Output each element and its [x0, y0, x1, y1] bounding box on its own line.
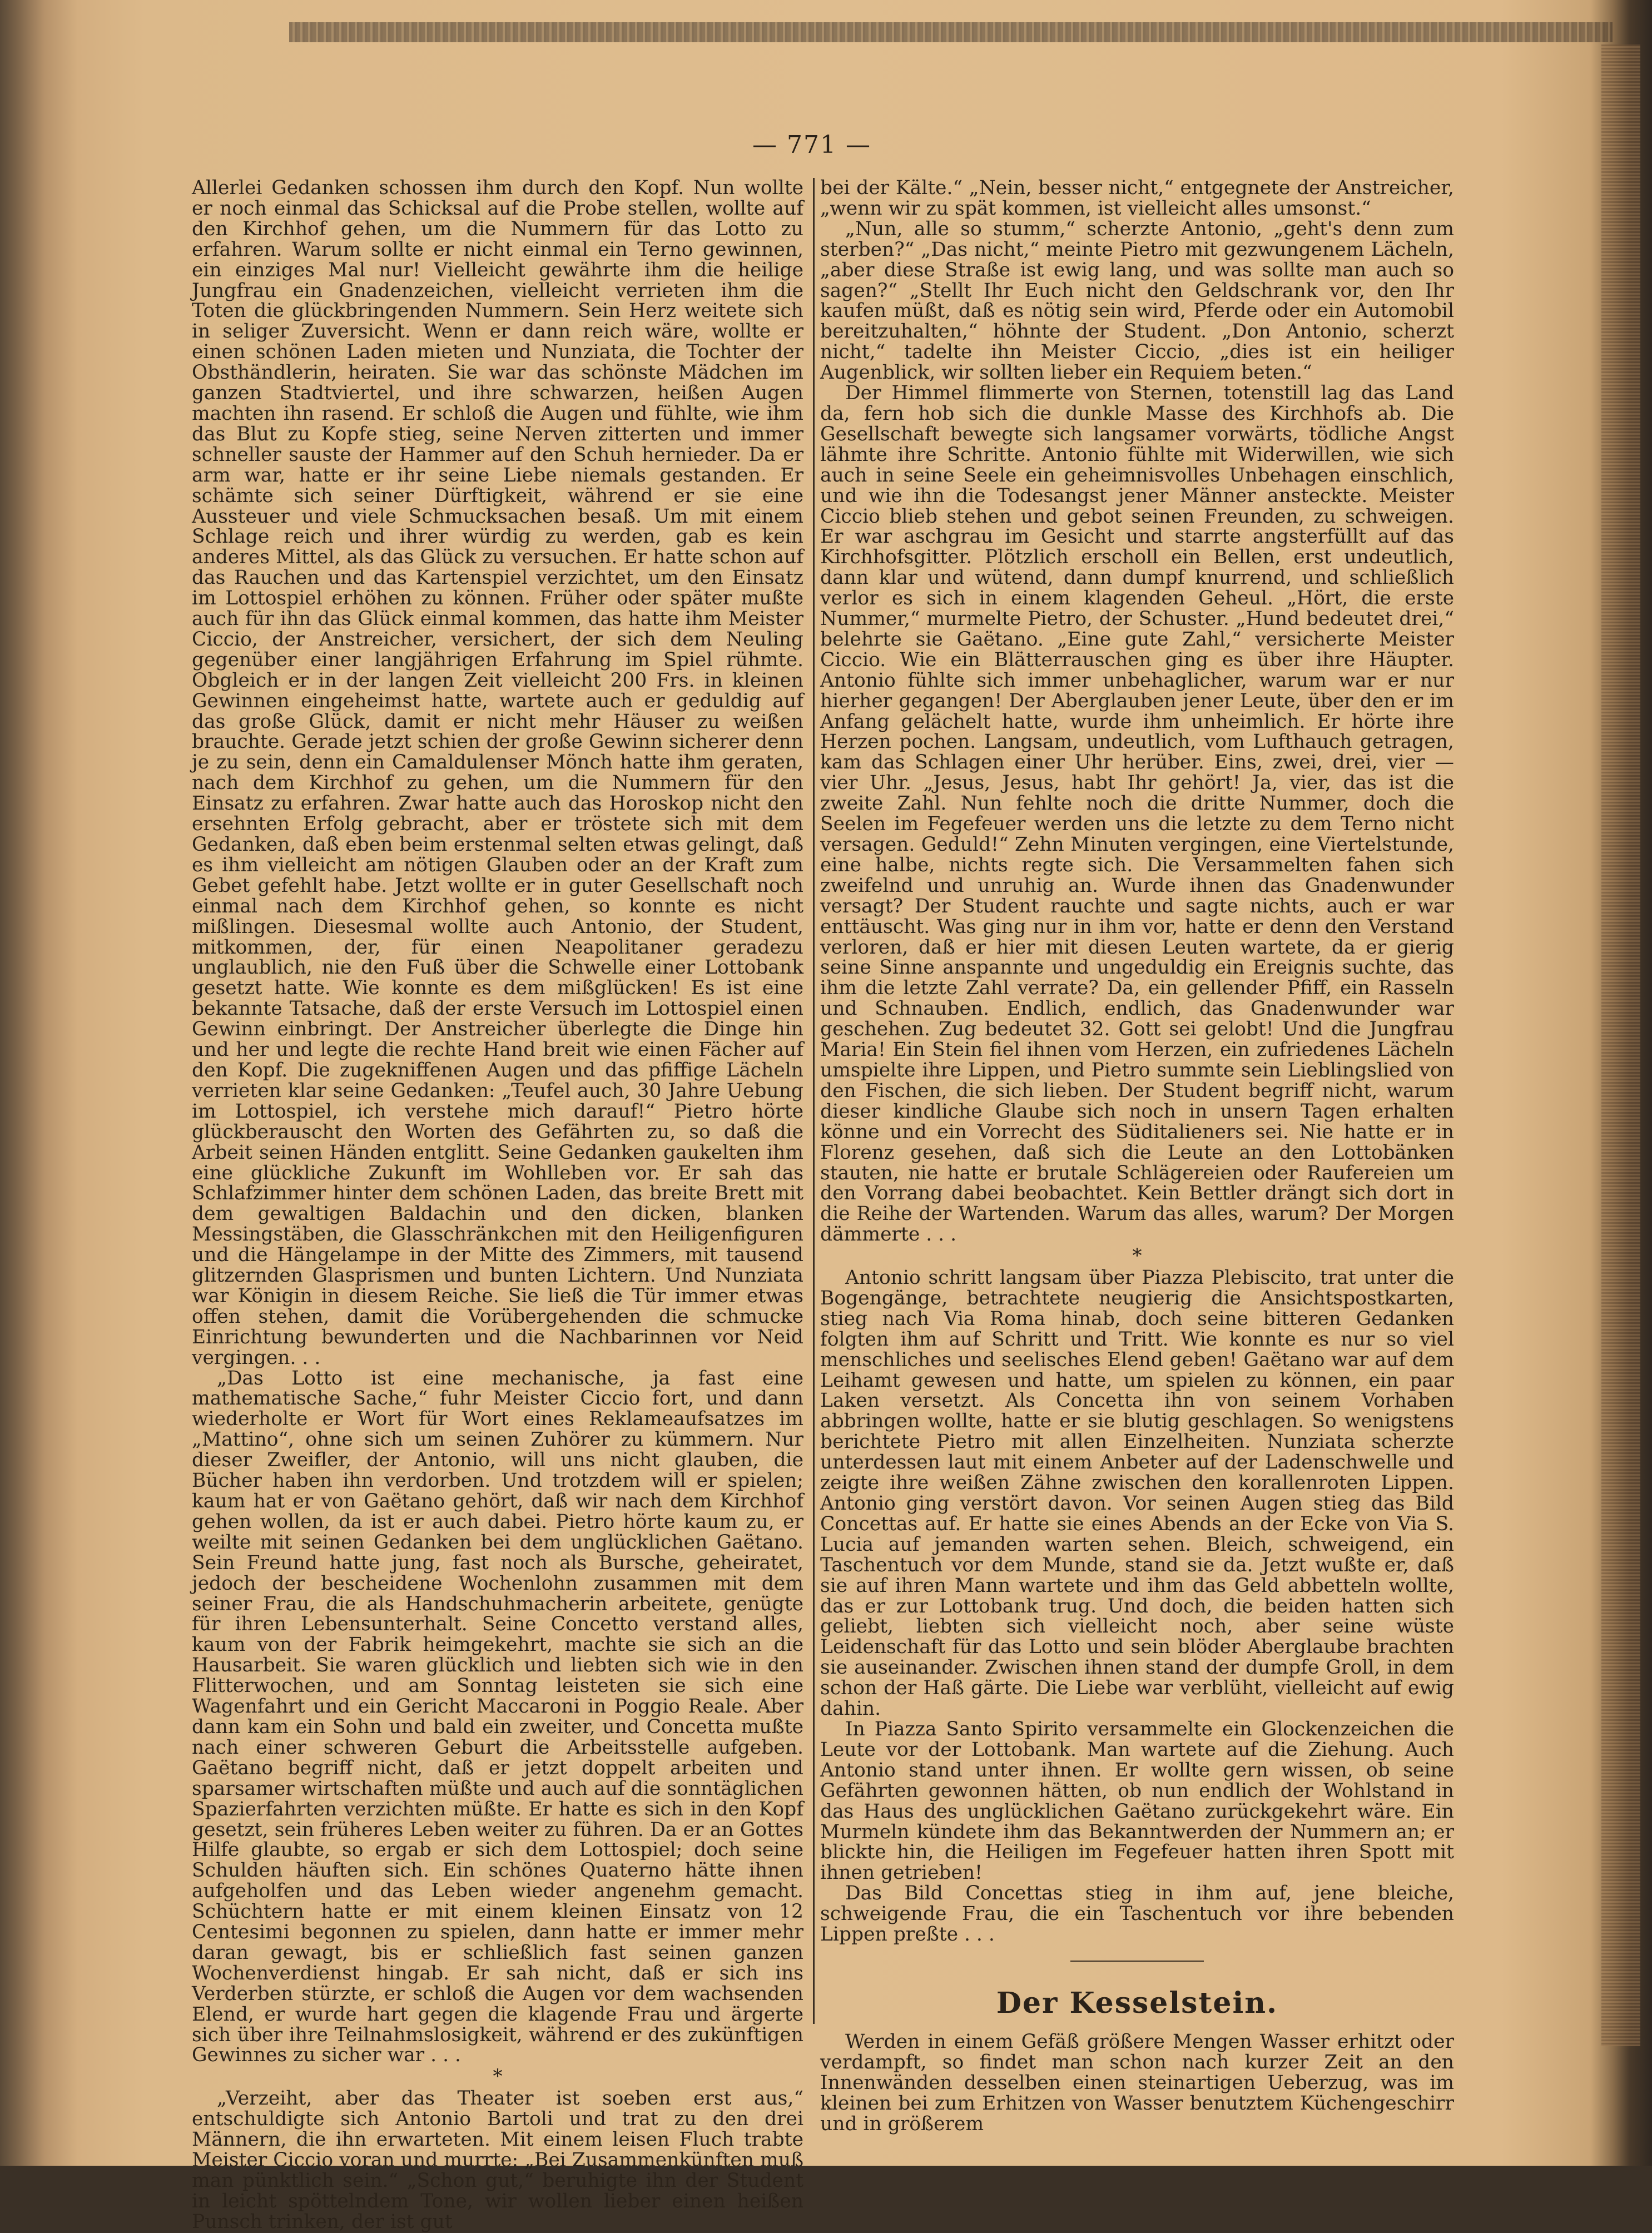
paragraph: „Verzeiht, aber das Theater ist soeben erst aus,“ entschuldigte sich Antonio Bartoli und trat zu den drei Männern, die ihn erwarteten. Mit einem leisen Fluch trabte Meister Ciccio voran und murrte: „Bei Zusammenkünften muß man pünktlich sein.“ „Schon gut,“ beruhigte ihn der Student in leicht spöttelndem Tone, wir wollen lieber einen heißen Punsch trinken, der ist gut	[192, 2087, 803, 2233]
paragraph: Das Bild Concettas stieg in ihm auf, jene bleiche, schweigende Frau, die ein Taschentuch vor ihre bebenden Lippen preßte . . .	[820, 1882, 1454, 1946]
book-edge-right	[1601, 44, 1640, 2046]
paragraph: Werden in einem Gefäß größere Mengen Wasser erhitzt oder verdampft, so findet man schon nach kurzer Zeit an den Innenwänden desselben einen steinartigen Ueberzug, was im kleinen bei zum Erhitzen von Wasser benutztem Küchengeschirr und in größerem	[820, 2030, 1454, 2135]
article-rule	[1070, 1961, 1204, 1962]
section-separator: *	[1132, 1245, 1142, 1268]
paragraph: „Das Lotto ist eine mechanische, ja fast eine mathematische Sache,“ fuhr Meister Ciccio fort, und dann wiederholte er Wort für Wort eines Reklameaufsatzes im „Mattino“, ohne sich um seinen Zuhörer zu kümmern. Nur dieser Zweifler, der Antonio, will uns nicht glauben, die Bücher haben ihn verdorben. Und trotzdem will er spielen; kaum hat er von Gaëtano gehört, daß wir nach dem Kirchhof gehen wollen, da ist er auch dabei. Pietro hörte kaum zu, er weilte mit seinen Gedanken bei dem unglücklichen Gaëtano. Sein Freund hatte jung, fast noch als Bursche, geheiratet, jedoch der bescheidene Wochenlohn zusammen mit dem seiner Frau, die als Handschuhmacherin arbeitete, genügte für ihren Lebensunterhalt. Seine Concetto verstand alles, kaum von der Fabrik heimgekehrt, machte sie sich an die Hausarbeit. Sie waren glücklich und liebten sich wie in den Flitterwochen, und am Sonntag leisteten sie sich eine Wagenfahrt und ein Gericht Maccaroni in Poggio Reale. Aber dann kam ein Sohn und bald ein zweiter, und Concetta mußte nach einer schweren Geburt die Arbeitsstelle aufgeben. Gaëtano begriff nicht, daß er jetzt doppelt arbeiten und sparsamer wirtschaften müßte und auch auf die sonntäglichen Spazierfahrten verzichten müßte. Er hatte es sich in den Kopf gesetzt, sein früheres Leben weiter zu führen. Da er an Gottes Hilfe glaubte, so ergab er sich dem Lottospiel; doch seine Schulden häuften sich. Ein schönes Quaterno hätte ihnen aufgeholfen und das Leben wieder angenehm gemacht. Schüchtern hatte er mit einem kleinen Einsatz von 12 Centesimi begonnen zu spielen, dann hatte er immer mehr daran gewagt, bis er schließlich fast seinen ganzen Wochenverdienst hingab. Er sah nicht, daß er sich ins Verderben stürzte, er schloß die Augen vor dem wachsenden Elend, er wurde hart gegen die klagende Frau und ärgerte sich über ihre Teilnahmslosigkeit, während er des zukünftigen Gewinnes zu sicher war . . .	[192, 1367, 803, 2067]
left-column	[192, 178, 803, 2232]
page-number: — 771 —	[752, 131, 871, 159]
column-divider	[813, 178, 815, 2024]
paragraph: In Piazza Santo Spirito versammelte ein Glockenzeichen die Leute vor der Lottobank. Man wartete auf die Ziehung. Auch Antonio stand unter ihnen. Er wollte gern wissen, ob seine Gefährten gewonnen hätten, ob nun endlich der Wohlstand in das Haus des unglücklichen Gaëtano zurückgekehrt wäre. Ein Murmeln kündete ihm das Bekanntwerden der Nummern an; er blickte hin, die Heiligen im Fegefeuer hatten ihren Spott mit ihnen getrieben!	[820, 1718, 1454, 1884]
article-headline: Der Kesselstein.	[996, 1986, 1278, 2020]
paragraph: bei der Kälte.“ „Nein, besser nicht,“ entgegnete der Anstreicher, „wenn wir zu spät kommen, ist vielleicht alles umsonst.“	[820, 177, 1454, 220]
book-edge-top	[289, 22, 1613, 42]
paragraph: Allerlei Gedanken schossen ihm durch den Kopf. Nun wollte er noch einmal das Schicksal auf die Probe stellen, wollte auf den Kirchhof gehen, um die Nummern für das Lotto zu erfahren. Warum sollte er nicht einmal ein Terno gewinnen, ein einziges Mal nur! Vielleicht gewährte ihm die heilige Jungfrau ein Gnadenzeichen, vielleicht verrieten ihm die Toten die glückbringenden Nummern. Sein Herz weitete sich in seliger Zuversicht. Wenn er dann reich wäre, wollte er einen schönen Laden mieten und Nunziata, die Tochter der Obsthändlerin, heiraten. Sie war das schönste Mädchen im ganzen Stadtviertel, und ihre schwarzen, heißen Augen machten ihn rasend. Er schloß die Augen und fühlte, wie ihm das Blut zu Kopfe stieg, seine Nerven zitterten und immer schneller sauste der Hammer auf den Schuh hernieder. Da er arm war, hatte er ihr seine Liebe niemals gestanden. Er schämte sich seiner Dürftigkeit, während er sie eine Aussteuer und viele Schmucksachen besaß. Um mit einem Schlage reich und ihrer würdig zu werden, gab es kein anderes Mittel, als das Glück zu versuchen. Er hatte schon auf das Rauchen und das Kartenspiel verzichtet, um den Einsatz im Lottospiel erhöhen zu können. Früher oder später mußte auch für ihn das Glück einmal kommen, das hatte ihm Meister Ciccio, der Anstreicher, versichert, der sich dem Neuling gegenüber einer langjährigen Erfahrung im Spiel rühmte. Obgleich er in der langen Zeit vielleicht 200 Frs. in kleinen Gewinnen eingeheimst hatte, wartete auch er geduldig auf das große Glück, damit er nicht mehr Häuser zu weißen brauchte. Gerade jetzt schien der große Gewinn sicherer denn je zu sein, denn ein Camaldulenser Mönch hatte ihm geraten, nach dem Kirchhof zu gehen, um die Nummern für den Einsatz zu erfahren. Zwar hatte auch das Horoskop nicht den ersehnten Erfolg gebracht, aber er tröstete sich mit dem Gedanken, daß eben beim erstenmal selten etwas gelingt, daß es ihm vielleicht am nötigen Glauben oder an der Kraft zum Gebet gefehlt habe. Jetzt wollte er in guter Gesellschaft noch einmal nach dem Kirchhof gehen, so konnte es nicht mißlingen. Diesesmal wollte auch Antonio, der Student, mitkommen, der, für einen Neapolitaner geradezu unglaublich, nie den Fuß über die Schwelle einer Lottobank gesetzt hatte. Wie konnte es dem mißglücken! Es ist eine bekannte Tatsache, daß der erste Versuch im Lottospiel einen Gewinn einbringt. Der Anstreicher überlegte die Dinge hin und her und legte die rechte Hand breit wie einen Fächer auf den Kopf. Die zugekniffenen Augen und das pfiffige Lächeln verrieten klar seine Gedanken: „Teufel auch, 30 Jahre Uebung im Lottospiel, ich verstehe mich darauf!“ Pietro hörte glückberauscht den Worten des Gefährten zu, so daß die Arbeit seinen Händen entglitt. Seine Gedanken gaukelten ihm eine glückliche Zukunft im Wohlleben vor. Er sah das Schlafzimmer hinter dem schönen Laden, das breite Brett mit dem gewaltigen Baldachin und den dicken, blanken Messingstäben, die Glasschränkchen mit den Heiligenfiguren und die Hängelampe in der Mitte des Zimmers, mit tausend glitzernden Glasprismen und bunten Lichtern. Und Nunziata war Königin in diesem Reiche. Sie ließ die Tür immer etwas offen stehen, damit die Vorübergehenden die schmucke Einrichtung bewunderten und die Nachbarinnen vor Neid vergingen. . .	[192, 177, 803, 1369]
paragraph: Der Himmel flimmerte von Sternen, totenstill lag das Land da, fern hob sich die dunkle Masse des Kirchhofs ab. Die Gesellschaft bewegte sich langsamer vorwärts, tödliche Angst lähmte ihre Schritte. Antonio fühlte mit Widerwillen, wie sich auch in seine Seele ein geheimnisvolles Unbehagen einschlich, und wie ihn die Todesangst jener Männer ansteckte. Meister Ciccio blieb stehen und gebot seinen Freunden, zu schweigen. Er war aschgrau im Gesicht und starrte angsterfüllt auf das Kirchhofsgitter. Plötzlich erscholl ein Bellen, erst undeutlich, dann klar und wütend, dann dumpf knurrend, und schließlich verlor es sich in einem klagenden Geheul. „Hört, die erste Nummer,“ murmelte Pietro, der Schuster. „Hund bedeutet drei,“ belehrte sie Gaëtano. „Eine gute Zahl,“ versicherte Meister Ciccio. Wie ein Blätterrauschen ging es über ihre Häupter. Antonio fühlte sich immer unbehaglicher, warum war er nur hierher gegangen! Der Aberglauben jener Leute, über den er im Anfang gelächelt hatte, wurde ihm unheimlich. Er hörte ihre Herzen pochen. Langsam, undeutlich, vom Lufthauch getragen, kam das Schlagen einer Uhr herüber. Eins, zwei, drei, vier — vier Uhr. „Jesus, Jesus, habt Ihr gehört! Ja, vier, das ist die zweite Zahl. Nun fehlte noch die dritte Nummer, doch die Seelen im Fegefeuer werden uns die letzte zu dem Terno nicht versagen. Geduld!“ Zehn Minuten vergingen, eine Viertelstunde, eine halbe, nichts regte sich. Die Versammelten fahen sich zweifelnd und unruhig an. Wurde ihnen das Gnadenwunder versagt? Der Student rauchte und sagte nichts, auch er war enttäuscht. Was ging nur in ihm vor, hatte er denn den Verstand verloren, daß er hier mit diesen Leuten wartete, da er gierig seine Sinne anspannte und ungeduldig ein Ereignis suchte, das ihm die letzte Zahl verrate? Da, ein gellender Pfiff, ein Rasseln und Schnauben. Endlich, endlich, das Gnadenwunder war geschehen. Zug bedeutet 32. Gott sei gelobt! Und die Jungfrau Maria! Ein Stein fiel ihnen vom Herzen, ein zufriedenes Lächeln umspielte ihre Lippen, und Pietro summte sein Lieblingslied von den Fischen, die sich lieben. Der Student begriff nicht, warum dieser kindliche Glaube sich noch in unsern Tagen erhalten könne und ein Vorrecht des Süditalieners sei. Nie hatte er in Florenz gesehen, daß sich die Leute an den Lottobänken stauten, nie hatte er brutale Schlägereien oder Raufereien um den Vorrang dabei beobachtet. Kein Bettler drängt sich dort in die Reihe der Wartenden. Warum das alles, warum? Der Morgen dämmerte . . .	[820, 382, 1454, 1246]
paragraph: „Nun, alle so stumm,“ scherzte Antonio, „geht's denn zum sterben?“ „Das nicht,“ meinte Pietro mit gezwungenem Lächeln, „aber diese Straße ist ewig lang, und was sollte man auch so sagen?“ „Stellt Ihr Euch nicht den Geldschrank vor, den Ihr kaufen müßt, daß es nötig sein wird, Pferde oder ein Automobil bereitzuhalten,“ höhnte der Student. „Don Antonio, scherzt nicht,“ tadelte ihn Meister Ciccio, „dies ist ein heiliger Augenblick, wir sollten lieber ein Requiem beten.“	[820, 217, 1454, 384]
right-column	[820, 178, 1454, 2134]
section-separator: *	[493, 2066, 503, 2088]
paragraph: Antonio schritt langsam über Piazza Plebiscito, trat unter die Bogengänge, betrachtete neugierig die Ansichtspostkarten, stieg nach Via Roma hinab, doch seine bitteren Gedanken folgten ihm auf Schritt und Tritt. Wie konnte es nur so viel menschliches und seelisches Elend geben! Gaëtano war auf dem Leihamt gewesen und hatte, um spielen zu können, ein paar Laken versetzt. Als Concetta ihn von seinem Vorhaben abbringen wollte, hatte er sie blutig geschlagen. So wenigstens berichtete Pietro mit allen Einzelheiten. Nunziata scherzte unterdessen laut mit einem Anbeter auf der Ladenschwelle und zeigte ihre weißen Zähne zwischen den korallenroten Lippen. Antonio ging verstört davon. Vor seinen Augen stieg das Bild Concettas auf. Er hatte sie eines Abends an der Ecke von Via S. Lucia auf jemanden warten sehen. Bleich, schweigend, ein Taschentuch vor dem Munde, stand sie da. Jetzt wußte er, daß sie auf ihren Mann wartete und ihm das Geld abbetteln wollte, das er zur Lottobank trug. Und doch, die beiden hatten sich geliebt, liebten sich vielleicht noch, aber seine wüste Leidenschaft für das Lotto und sein blöder Aberglaube brachten sie auseinander. Zwischen ihnen stand der dumpfe Groll, in dem schon der Haß gärte. Die Liebe war verblüht, vielleicht auf ewig dahin.	[820, 1267, 1454, 1720]
